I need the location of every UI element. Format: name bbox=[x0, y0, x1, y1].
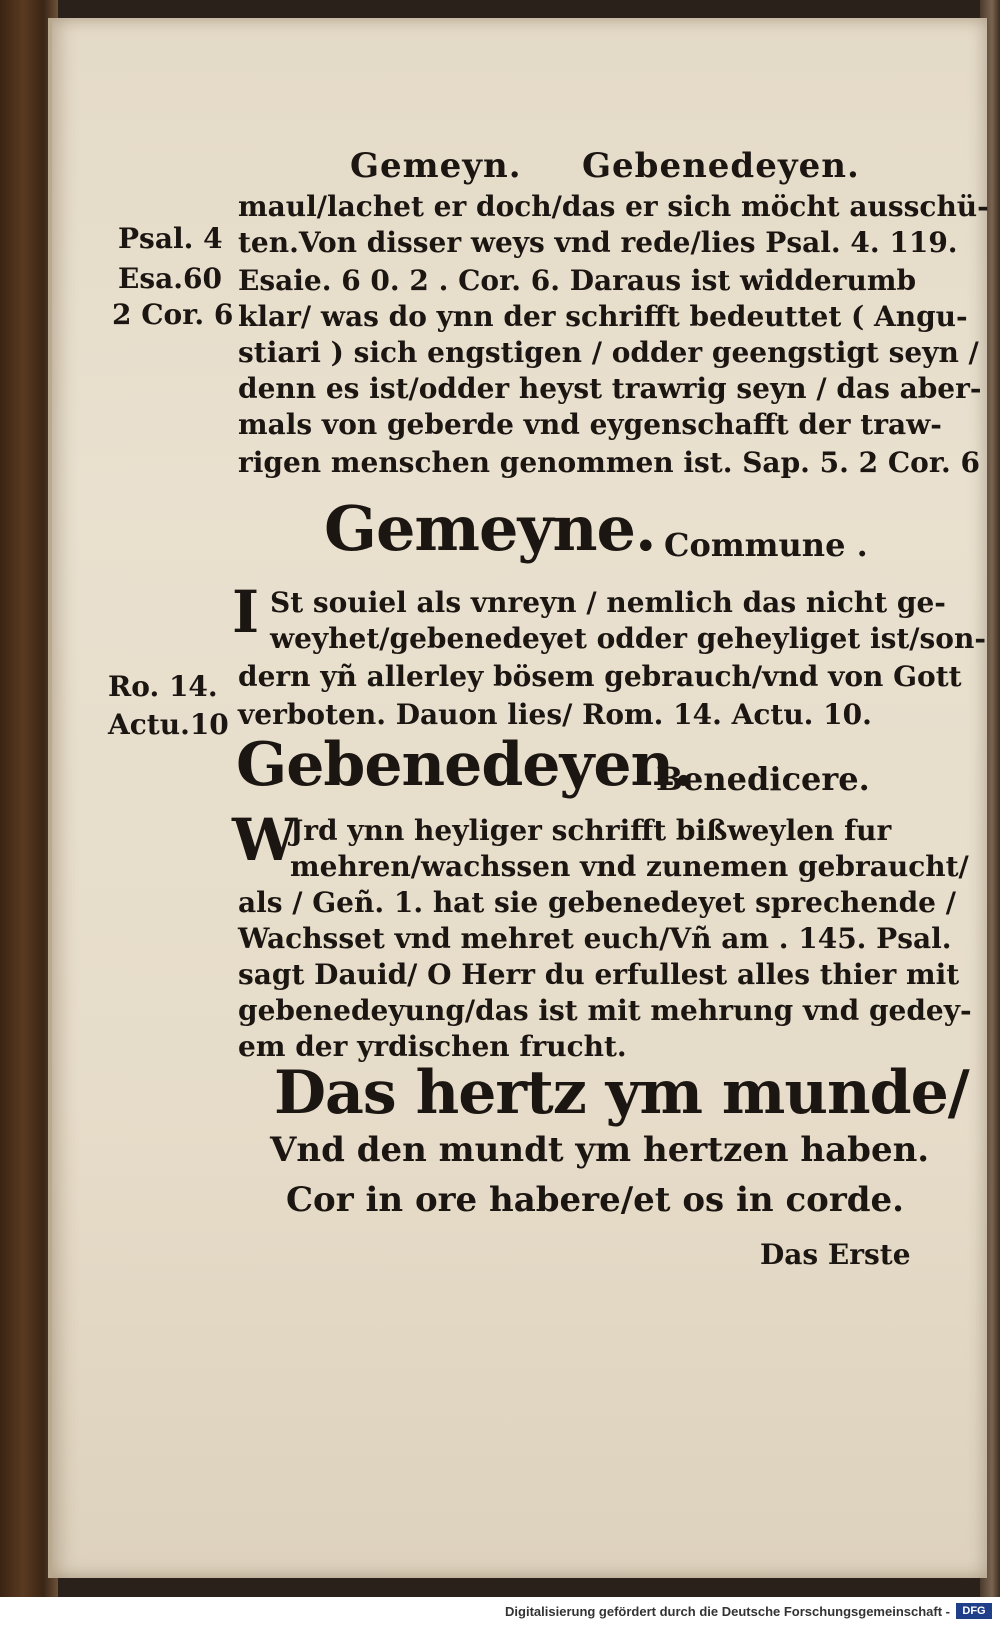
entry-latin: Commune . bbox=[664, 526, 868, 564]
text-line: ten.Von disser weys vnd rede/lies Psal. 4. 119. bbox=[238, 226, 958, 259]
margin-note: 2 Cor. 6 bbox=[112, 298, 234, 331]
text-line: dern yñ allerley bösem gebrauch/vnd von Gott bbox=[238, 660, 962, 693]
entry-heading: Gebenedeyen. bbox=[236, 730, 694, 800]
text-line: mals von geberde vnd eygenschafft der traw- bbox=[238, 408, 942, 441]
text-line: em der yrdischen frucht. bbox=[238, 1030, 627, 1063]
text-line: St souiel als vnreyn / nemlich das nicht ge- bbox=[270, 586, 946, 619]
text-line: Esaie. 6 0. 2 . Cor. 6. Daraus ist widderumb bbox=[238, 264, 917, 297]
text-line: sagt Dauid/ O Herr du erfullest alles thier mit bbox=[238, 958, 960, 991]
initial-letter: I bbox=[232, 578, 260, 646]
text-line: gebenedeyung/das ist mit mehrung vnd gedey- bbox=[238, 994, 972, 1027]
running-header-left: Gemeyn. bbox=[350, 146, 522, 186]
text-line: Jrd ynn heyliger schrifft bißweylen fur bbox=[290, 814, 892, 847]
text-line: maul/lachet er doch/das er sich möcht ausschü- bbox=[238, 190, 989, 223]
text-line: Wachsset vnd mehret euch/Vñ am . 145. Psal. bbox=[238, 922, 952, 955]
text-line: Vnd den mundt ym hertzen haben. bbox=[270, 1130, 930, 1170]
digitization-credit: Digitalisierung gefördert durch die Deutsche Forschungsgemeinschaft - bbox=[505, 1604, 950, 1619]
text-line: weyhet/gebenedeyet odder geheyliget ist/son- bbox=[270, 622, 986, 655]
text-line: rigen menschen genommen ist. Sap. 5. 2 Cor. 6 bbox=[238, 446, 980, 479]
margin-note: Ro. 14. bbox=[108, 670, 218, 703]
text-line: Cor in ore habere/et os in corde. bbox=[286, 1180, 904, 1220]
entry-latin: Benedicere. bbox=[656, 760, 870, 798]
margin-note: Psal. 4 bbox=[118, 222, 223, 255]
text-line: klar/ was do ynn der schrifft bedeuttet ( Angu- bbox=[238, 300, 968, 333]
text-line: stiari ) sich engstigen / odder geengstigt seyn / bbox=[238, 336, 979, 369]
text-line: als / Geñ. 1. hat sie gebenedeyet sprechende / bbox=[238, 886, 956, 919]
margin-note: Actu.10 bbox=[108, 708, 229, 741]
margin-note: Esa.60 bbox=[118, 262, 222, 295]
catchword: Das Erste bbox=[760, 1238, 911, 1271]
text-line: mehren/wachssen vnd zunemen gebraucht/ bbox=[290, 850, 969, 883]
dfg-logo: DFG bbox=[956, 1603, 992, 1619]
text-line: verboten. Dauon lies/ Rom. 14. Actu. 10. bbox=[238, 698, 872, 731]
text-line: denn es ist/odder heyst trawrig seyn / das aber- bbox=[238, 372, 982, 405]
initial-letter: W bbox=[232, 806, 298, 874]
entry-heading: Das hertz ym munde/ bbox=[274, 1058, 969, 1128]
running-header-right: Gebenedeyen. bbox=[582, 146, 860, 186]
book-page bbox=[48, 18, 987, 1578]
entry-heading: Gemeyne. bbox=[324, 492, 656, 565]
